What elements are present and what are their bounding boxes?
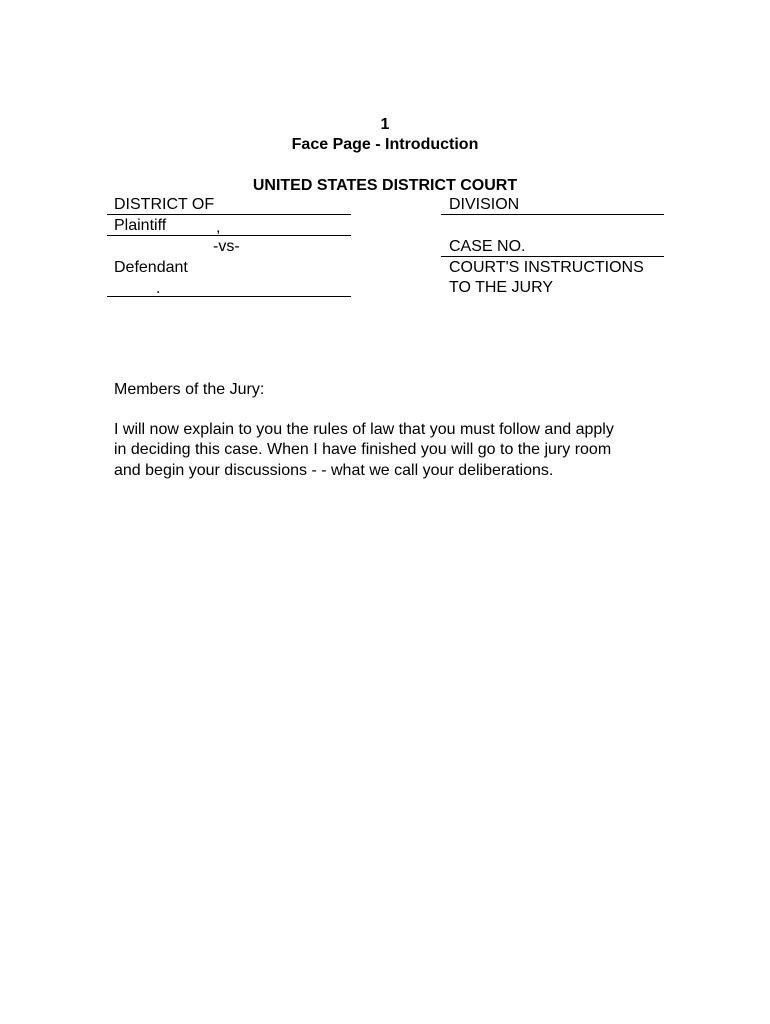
defendant-rule <box>107 296 351 297</box>
district-rule <box>107 214 351 215</box>
plaintiff-rule <box>107 235 351 236</box>
case-no-label: CASE NO. <box>449 238 526 255</box>
case-no-rule <box>441 256 664 257</box>
page-title: Face Page - Introduction <box>291 136 479 153</box>
page-number: 1 <box>380 116 390 133</box>
plaintiff-comma: , <box>216 219 221 236</box>
defendant-label: Defendant <box>114 259 188 276</box>
defendant-period: . <box>156 280 161 297</box>
paragraph-line-2: in deciding this case. When I have finished you will go to the jury room <box>114 441 612 458</box>
division-rule <box>441 214 664 215</box>
paragraph-line-3: and begin your discussions - - what we call your deliberations. <box>114 462 554 479</box>
versus-label: -vs- <box>213 238 240 255</box>
paragraph-line-1: I will now explain to you the rules of law that you must follow and apply <box>114 421 614 438</box>
plaintiff-label: Plaintiff <box>114 217 167 234</box>
division-label: DIVISION <box>449 196 520 213</box>
salutation: Members of the Jury: <box>114 381 265 398</box>
court-name: UNITED STATES DISTRICT COURT <box>252 177 518 194</box>
instructions-line-2: TO THE JURY <box>449 279 554 296</box>
instructions-line-1: COURT'S INSTRUCTIONS <box>449 259 644 276</box>
district-label: DISTRICT OF <box>114 196 215 213</box>
